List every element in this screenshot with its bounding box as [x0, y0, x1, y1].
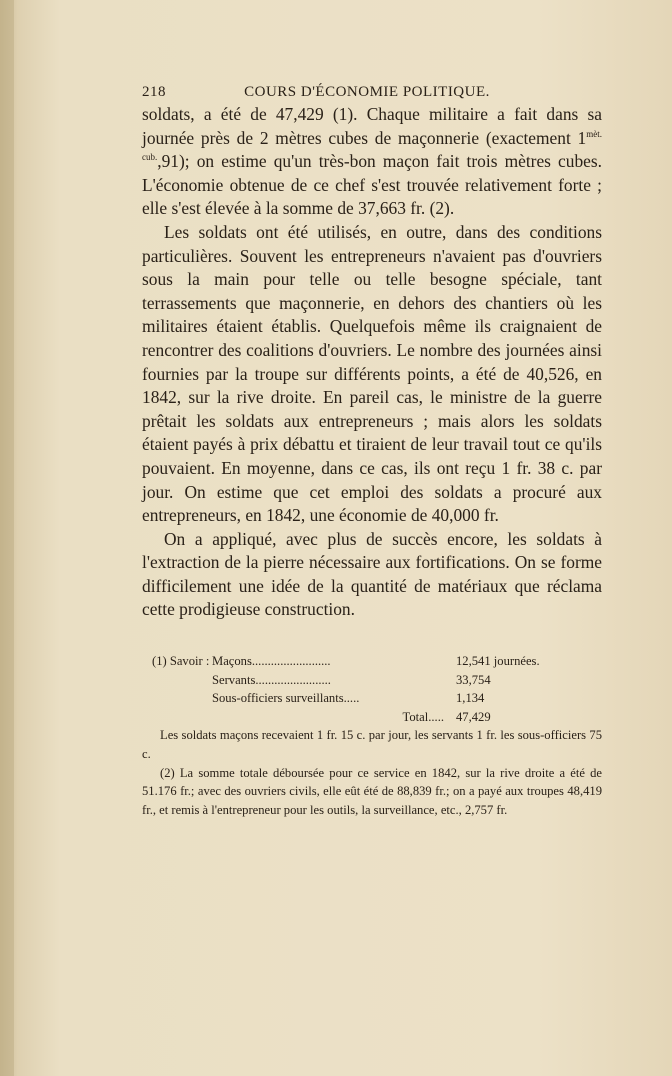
running-title: COURS D'ÉCONOMIE POLITIQUE. [244, 84, 490, 100]
paragraph-3: On a appliqué, avec plus de succès encore, les soldats à l'extraction de la pierre nécessaire aux fortifications. On se forme difficilement une idée de la quantité de matériaux que réclama cette prodigieuse construction. [142, 528, 602, 620]
table-row-value: 12,541 journées. [456, 654, 540, 669]
footnote-1-text: Les soldats maçons recevaient 1 fr. 15 c. par jour, les servants 1 fr. les sous-officiers 75 c. [142, 728, 602, 762]
footnote-1-lead: (1) Savoir : [152, 654, 210, 669]
table-row-label: Maçons......................... [212, 654, 331, 669]
table-row-label: Sous-officiers surveillants..... [212, 691, 360, 706]
table-total-value: 47,429 [456, 709, 491, 724]
table-total-label: Total..... [402, 709, 444, 724]
unit-superscript: mèt. cub. [142, 128, 602, 163]
footnote-2: (2) La somme totale déboursée pour ce service en 1842, sur la rive droite a été de 51.176 fr.; avec des ouvriers civils, elle eût été de 88,839 fr.; on a payé aux troupes 48,419 fr., et remis à l'entrepreneur pour les outils, la surveillance, etc., 2,757 fr. [142, 765, 602, 817]
table-row-label: Servants........................ [212, 672, 331, 687]
paragraph-1 [142, 103, 602, 221]
running-header [142, 84, 602, 101]
page-number: 218 [142, 84, 166, 100]
footnote-1-table [142, 652, 602, 726]
footnote-separator [142, 622, 602, 644]
table-row-value: 1,134 [456, 691, 485, 706]
table-row-value: 33,754 [456, 672, 491, 687]
paragraph-1-part-b: ,91); on estime qu'un très-bon maçon fait trois mètres cubes. L'économie obtenue de ce chef s'est trouvée relativement forte ; elle s'est élevée à la somme de 37,663 fr. (2). [142, 151, 602, 219]
page-edge-shadow [0, 0, 14, 1076]
footnotes [142, 652, 602, 819]
page-content [142, 84, 602, 819]
paragraph-1-part-a: soldats, a été de 47,429 (1). Chaque militaire a fait dans sa journée près de 2 mètres cubes de maçonnerie (exactement 1 [142, 104, 602, 148]
paragraph-2: Les soldats ont été utilisés, en outre, dans des conditions particulières. Souvent les entrepreneurs n'avaient pas d'ouvriers sous la main pour telle ou telle besogne spéciale, tant terrassements que maçonnerie, en dehors des chantiers où les militaires étaient établis. Quelquefois même ils craignaient de rencontrer des coalitions d'ouvriers. Le nombre des journées ainsi fournies par la troupe sur différents points, a été de 40,526, en 1842, sur la rive droite. En pareil cas, le ministre de la guerre prêtait les soldats aux entrepreneurs ; mais alors les soldats étaient payés à prix débattu et tiraient de leur travail tout ce qu'ils pouvaient. En moyenne, dans ce cas, ils ont reçu 1 fr. 38 c. par jour. On estime que cet emploi des soldats a procuré aux entrepreneurs, en 1842, une économie de 40,000 fr. [142, 221, 602, 526]
